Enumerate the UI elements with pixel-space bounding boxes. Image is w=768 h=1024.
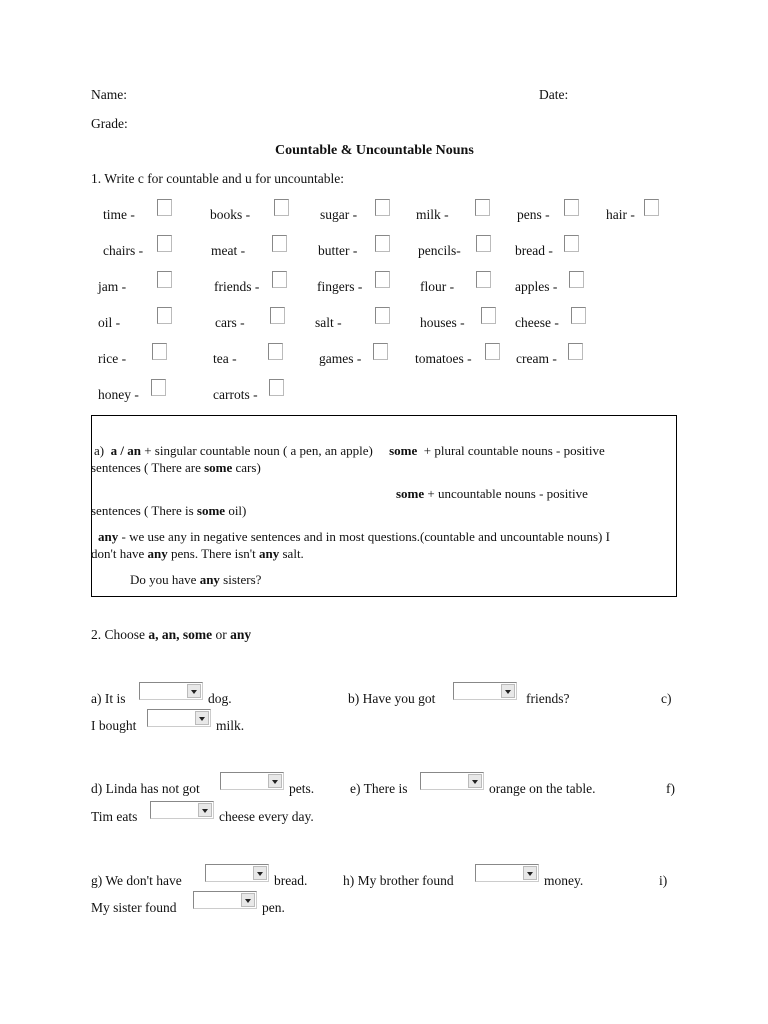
answer-checkbox[interactable] [485, 343, 500, 360]
question-text: Tim eats [91, 809, 138, 824]
question-text: a) It is [91, 691, 126, 706]
answer-dropdown[interactable] [420, 772, 484, 790]
word-label: flour - [420, 279, 455, 294]
word-label: meat - [211, 243, 246, 258]
date-label: Date: [539, 87, 569, 102]
word-label: jam - [98, 279, 127, 294]
answer-checkbox[interactable] [568, 343, 583, 360]
question-text: pen. [262, 900, 285, 915]
answer-checkbox[interactable] [157, 235, 172, 252]
word-label: books - [210, 207, 251, 222]
question-text: f) [666, 781, 675, 796]
chevron-down-icon [198, 803, 212, 817]
rule-line-3: some + uncountable nouns - positive [396, 486, 588, 501]
answer-checkbox[interactable] [157, 199, 172, 216]
word-label: chairs - [103, 243, 144, 258]
word-label: pencils- [418, 243, 461, 258]
chevron-down-icon [253, 866, 267, 880]
word-label: tea - [213, 351, 237, 366]
question-text: money. [544, 873, 584, 888]
answer-dropdown[interactable] [475, 864, 539, 882]
name-label: Name: [91, 87, 127, 102]
answer-checkbox[interactable] [569, 271, 584, 288]
answer-checkbox[interactable] [270, 307, 285, 324]
chevron-down-icon [187, 684, 201, 698]
answer-checkbox[interactable] [151, 379, 166, 396]
word-label: hair - [606, 207, 635, 222]
word-label: cheese - [515, 315, 559, 330]
answer-dropdown[interactable] [147, 709, 211, 727]
question-text: i) [659, 873, 668, 888]
word-label: salt - [315, 315, 342, 330]
question-text: pets. [289, 781, 315, 796]
rule-line-1: a) a / an + singular countable noun ( a pen, an apple) some + plural countable nouns - positive [94, 443, 605, 458]
chevron-down-icon [523, 866, 537, 880]
question-text: d) Linda has not got [91, 781, 200, 796]
chevron-down-icon [468, 774, 482, 788]
chevron-down-icon [268, 774, 282, 788]
word-label: sugar - [320, 207, 358, 222]
section2-instruction: 2. Choose a, an, some or any [91, 627, 252, 642]
word-label: milk - [416, 207, 449, 222]
answer-checkbox[interactable] [373, 343, 388, 360]
answer-checkbox[interactable] [375, 199, 390, 216]
word-label: apples - [515, 279, 558, 294]
answer-dropdown[interactable] [205, 864, 269, 882]
answer-checkbox[interactable] [272, 271, 287, 288]
word-label: oil - [98, 315, 121, 330]
answer-checkbox[interactable] [152, 343, 167, 360]
word-label: butter - [318, 243, 358, 258]
answer-checkbox[interactable] [269, 379, 284, 396]
question-text: c) [661, 691, 672, 706]
question-text: milk. [216, 718, 245, 733]
answer-dropdown[interactable] [193, 891, 257, 909]
question-text: I bought [91, 718, 137, 733]
rule-line-6: don't have any pens. There isn't any salt. [91, 546, 304, 561]
question-text: orange on the table. [489, 781, 596, 796]
chevron-down-icon [501, 684, 515, 698]
word-label: cars - [215, 315, 245, 330]
rule-line-2: sentences ( There are some cars) [91, 460, 261, 475]
rule-line-4: sentences ( There is some oil) [91, 503, 247, 518]
section1-instruction: 1. Write c for countable and u for uncountable: [91, 171, 344, 186]
answer-checkbox[interactable] [475, 199, 490, 216]
answer-checkbox[interactable] [476, 271, 491, 288]
answer-checkbox[interactable] [571, 307, 586, 324]
word-label: rice - [98, 351, 127, 366]
answer-checkbox[interactable] [274, 199, 289, 216]
word-label: pens - [517, 207, 550, 222]
answer-dropdown[interactable] [150, 801, 214, 819]
answer-checkbox[interactable] [157, 307, 172, 324]
answer-dropdown[interactable] [139, 682, 203, 700]
rule-line-7: Do you have any sisters? [130, 572, 262, 587]
chevron-down-icon [195, 711, 209, 725]
page-title: Countable & Uncountable Nouns [275, 143, 474, 158]
answer-checkbox[interactable] [481, 307, 496, 324]
answer-checkbox[interactable] [375, 307, 390, 324]
chevron-down-icon [241, 893, 255, 907]
word-label: carrots - [213, 387, 258, 402]
word-label: tomatoes - [415, 351, 472, 366]
answer-dropdown[interactable] [453, 682, 517, 700]
question-text: My sister found [91, 900, 177, 915]
word-label: time - [103, 207, 135, 222]
word-label: games - [319, 351, 362, 366]
word-label: bread - [515, 243, 553, 258]
answer-checkbox[interactable] [476, 235, 491, 252]
word-label: friends - [214, 279, 260, 294]
word-label: houses - [420, 315, 465, 330]
question-text: b) Have you got [348, 691, 436, 706]
answer-checkbox[interactable] [564, 199, 579, 216]
question-text: e) There is [350, 781, 408, 796]
rule-line-5: any - we use any in negative sentences and in most questions.(countable and uncountable nouns) I [98, 529, 610, 544]
answer-checkbox[interactable] [268, 343, 283, 360]
question-text: bread. [274, 873, 308, 888]
answer-checkbox[interactable] [564, 235, 579, 252]
question-text: cheese every day. [219, 809, 314, 824]
answer-checkbox[interactable] [157, 271, 172, 288]
question-text: h) My brother found [343, 873, 454, 888]
answer-checkbox[interactable] [375, 271, 390, 288]
question-text: dog. [208, 691, 232, 706]
question-text: g) We don't have [91, 873, 182, 888]
answer-checkbox[interactable] [644, 199, 659, 216]
question-text: friends? [526, 691, 570, 706]
answer-dropdown[interactable] [220, 772, 284, 790]
word-label: fingers - [317, 279, 363, 294]
answer-checkbox[interactable] [375, 235, 390, 252]
grade-label: Grade: [91, 116, 128, 131]
word-label: honey - [98, 387, 139, 402]
word-label: cream - [516, 351, 557, 366]
answer-checkbox[interactable] [272, 235, 287, 252]
